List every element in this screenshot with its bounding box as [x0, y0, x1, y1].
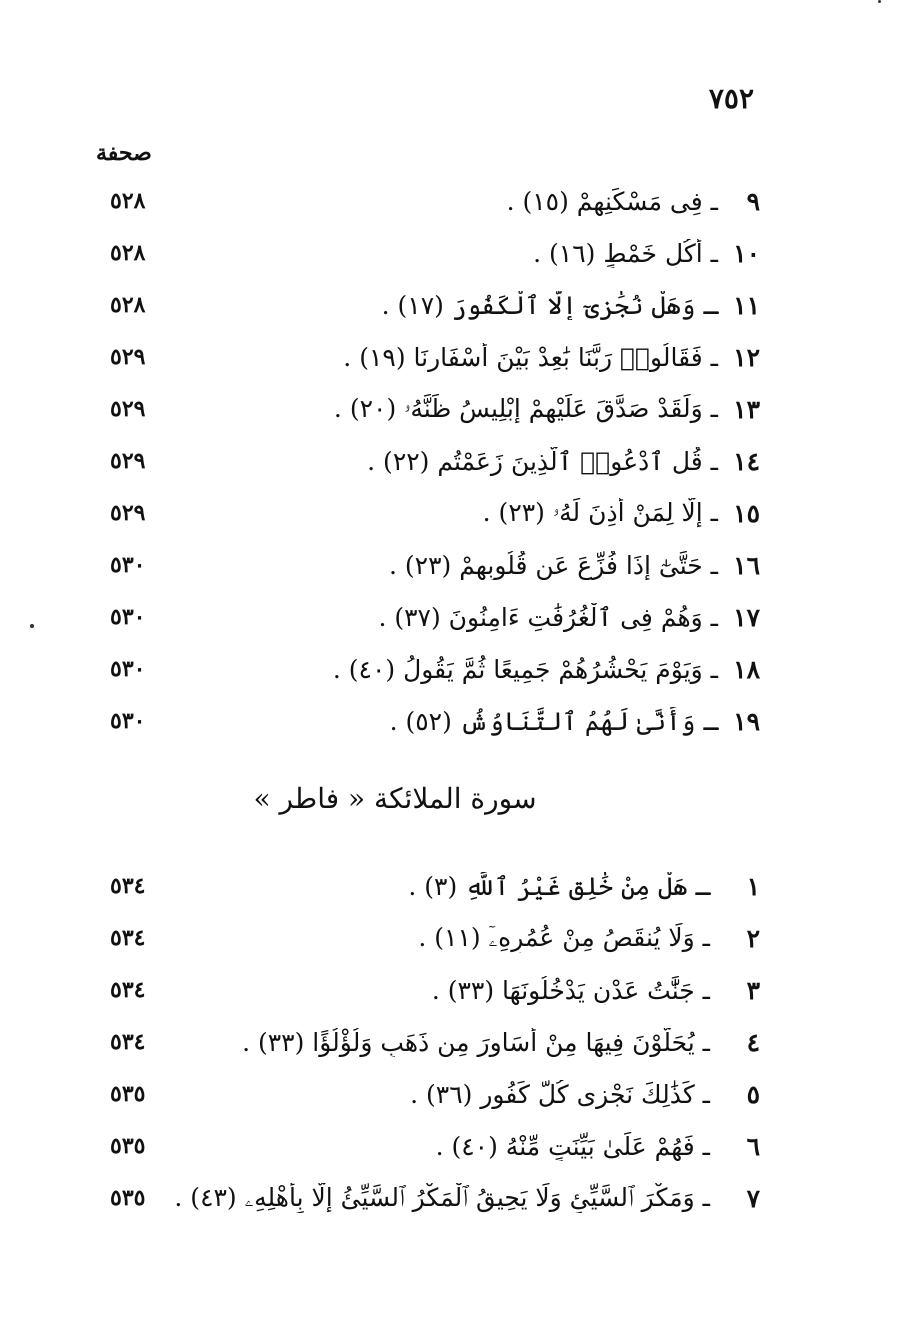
- entry-page-number: ٥٢٨: [110, 188, 146, 214]
- entry-page-number: ٥٣٤: [110, 1029, 146, 1055]
- entry-text: ـ وَلَا يُنقَصُ مِنْ عُمُرِهِۦٓ (١١) .: [418, 923, 710, 952]
- list-item: [100, 643, 760, 695]
- entry-number: ١: [746, 871, 760, 901]
- entry-page-number: ٥٢٨: [110, 292, 146, 318]
- entry-number: ١٤: [733, 446, 760, 476]
- entry-text: ـ جَنَّٰتُ عَدْنٍ يَدْخُلُونَهَا (٣٣) .: [431, 975, 710, 1005]
- entry-number: ١٧: [733, 602, 760, 632]
- list-item: [100, 1120, 760, 1172]
- list-item: [100, 227, 760, 279]
- entry-text: ـ وَهَلْ نُجَٰزِىٓ إِلَّا ٱلْكَفُورَ (١٧) .: [381, 290, 718, 320]
- list-item: [100, 175, 760, 227]
- entry-page-number: ٥٣٤: [110, 873, 146, 899]
- list-item: [100, 383, 760, 435]
- entry-text: ـ كَذَٰلِكَ نَجْزِى كُلَّ كَفُورٍ (٣٦) .: [410, 1079, 710, 1109]
- entry-number: ١١: [733, 290, 760, 320]
- entry-page-number: ٥٣٠: [110, 656, 146, 682]
- entry-text: ـ هَلْ مِنْ خَٰلِقٍ غَيْرُ ٱللَّهِ (٣) .: [408, 871, 710, 901]
- entry-page-number: ٥٣٤: [110, 925, 146, 951]
- entry-page-number: ٥٣٠: [110, 552, 146, 578]
- list-item: [100, 331, 760, 383]
- entry-text: ـ فَقَالُوا۟ رَبَّنَا بَٰعِدْ بَيْنَ أَسْفَارِنَا (١٩) .: [343, 342, 718, 372]
- list-item: [100, 435, 760, 487]
- entry-text: ـ حَتَّىٰٓ إِذَا فُزِّعَ عَن قُلُوبِهِمْ (٢٣) .: [388, 550, 718, 580]
- list-item: [100, 860, 760, 912]
- entry-text: ـ وَيَوْمَ يَحْشُرُهُمْ جَمِيعًا ثُمَّ يَقُولُ (٤٠) .: [332, 654, 718, 684]
- entry-number: ٣: [746, 975, 760, 1005]
- entry-number: ٤: [746, 1027, 760, 1057]
- entry-number: ٥: [746, 1079, 760, 1109]
- verse-index-list-fatir: [100, 860, 760, 1224]
- entry-number: ١٥: [733, 498, 760, 528]
- list-item: [100, 1172, 760, 1224]
- entry-text: ـ وَأَنَّىٰ لَهُمُ ٱلتَّنَاوُشُ (٥٢) .: [389, 706, 718, 736]
- entry-page-number: ٥٣٠: [110, 604, 146, 630]
- entry-number: ٧: [746, 1183, 760, 1213]
- entry-text: ـ وَمَكْرَ ٱلسَّيِّئِ وَلَا يَحِيقُ ٱلْمَكْرُ ٱلسَّيِّئُ إِلَّا بِأَهْلِهِۦ (٤٣) .: [174, 1183, 710, 1212]
- entry-number: ١٢: [733, 342, 760, 372]
- entry-text: ـ وَهُمْ فِى ٱلْغُرُفَٰتِ ءَامِنُونَ (٣٧) .: [378, 602, 718, 632]
- list-item: [100, 591, 760, 643]
- entry-text: ـ أُكُلٍ خَمْطٍ (١٦) .: [533, 238, 718, 268]
- entry-number: ٩: [746, 186, 760, 216]
- entry-text: ـ فِى مَسْكَنِهِمْ (١٥) .: [506, 186, 718, 216]
- verse-index-list: [100, 175, 760, 747]
- entry-number: ٦: [746, 1131, 760, 1161]
- entry-page-number: ٥٣٥: [110, 1185, 146, 1211]
- list-item: [100, 1068, 760, 1120]
- entry-text: ـ وَلَقَدْ صَدَّقَ عَلَيْهِمْ إِبْلِيسُ ظَنَّهُۥ (٢٠) .: [333, 394, 718, 423]
- list-item: [100, 279, 760, 331]
- entry-page-number: ٥٢٩: [110, 344, 146, 370]
- entry-number: ٢: [746, 923, 760, 953]
- entry-number: ١٣: [733, 394, 760, 424]
- page-column-header: صحفة: [96, 140, 152, 166]
- entry-text: ـ قُلِ ٱدْعُوا۟ ٱلَّذِينَ زَعَمْتُم (٢٢) .: [367, 446, 718, 476]
- entry-text: ـ إِلَّا لِمَنْ أَذِنَ لَهُۥ (٢٣) .: [482, 498, 718, 527]
- entry-text: ـ يُحَلَّوْنَ فِيهَا مِنْ أَسَاوِرَ مِن ذَهَبٍ وَلُؤْلُؤًا (٣٣) .: [242, 1027, 710, 1057]
- entry-number: ١٩: [733, 706, 760, 736]
- entry-number: ١٨: [733, 654, 760, 684]
- entry-number: ١٦: [733, 550, 760, 580]
- list-item: [100, 487, 760, 539]
- entry-page-number: ٥٢٨: [110, 240, 146, 266]
- entry-page-number: ٥٢٩: [110, 396, 146, 422]
- entry-page-number: ٥٣٠: [110, 708, 146, 734]
- scan-speck: [878, 0, 881, 3]
- section-title: سورة الملائكة « فاطر »: [253, 782, 537, 815]
- entry-page-number: ٥٢٩: [110, 448, 146, 474]
- list-item: [100, 695, 760, 747]
- scan-speck: [30, 624, 34, 628]
- entry-page-number: ٥٢٩: [110, 500, 146, 526]
- entry-page-number: ٥٣٤: [110, 977, 146, 1003]
- page-number: ٧٥٢: [708, 82, 754, 115]
- entry-text: ـ فَهُمْ عَلَىٰ بَيِّنَتٍ مِّنْهُ (٤٠) .: [435, 1131, 710, 1161]
- entry-page-number: ٥٣٥: [110, 1081, 146, 1107]
- list-item: [100, 964, 760, 1016]
- list-item: [100, 1016, 760, 1068]
- entry-number: ١٠: [733, 238, 760, 268]
- entry-page-number: ٥٣٥: [110, 1133, 146, 1159]
- list-item: [100, 912, 760, 964]
- list-item: [100, 539, 760, 591]
